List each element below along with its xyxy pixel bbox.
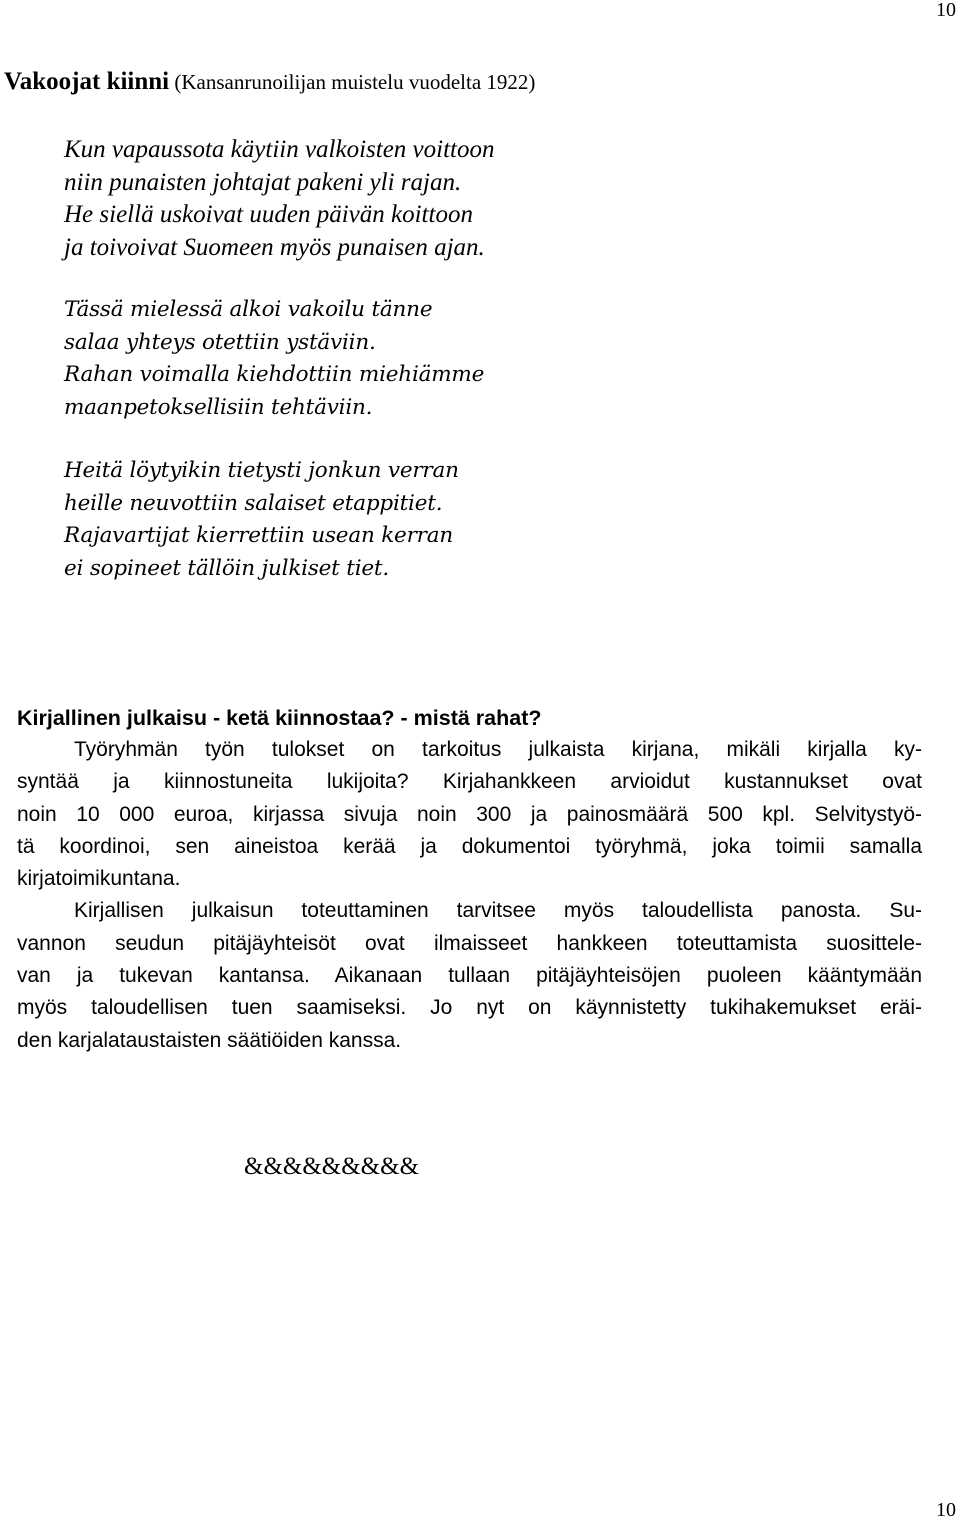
article-section — [17, 702, 922, 1057]
poem-title: Vakoojat kiinni — [4, 68, 170, 95]
article-line: van ja tukevan kantansa. Aikanaan tullaan pitäjäyhteisöjen puoleen kääntymään — [17, 964, 922, 988]
poem-line: ei sopineet tällöin julkiset tiet. — [64, 555, 389, 581]
poem-line: Heitä löytyikin tietysti jonkun verran — [64, 458, 459, 483]
poem-subtitle: (Kansanrunoilijan muistelu vuodelta 1922) — [169, 70, 536, 94]
poem-stanza-2 — [64, 294, 484, 424]
poem-line: heille neuvottiin salaiset etappitiet. — [64, 490, 443, 516]
page-number-top: 10 — [936, 0, 956, 21]
article-title: Kirjallinen julkaisu - ketä kiinnostaa? - mistä rahat? — [17, 706, 542, 730]
poem-line: niin punaisten johtajat pakeni yli rajan. — [64, 168, 462, 196]
article-line: Kirjallisen julkaisun toteuttaminen tarvitsee myös taloudellista panosta. Su- — [74, 899, 922, 923]
page-number-bottom: 10 — [936, 1499, 956, 1521]
article-line: tä koordinoi, sen aineistoa kerää ja dokumentoi työryhmä, joka toimii samalla — [17, 834, 922, 858]
article-line: myös taloudellisen tuen saamiseksi. Jo nyt on käynnistetty tukihakemukset eräi- — [17, 996, 922, 1020]
poem-line: Rahan voimalla kiehdottiin miehiämme — [64, 362, 485, 387]
article-line: vannon seudun pitäjäyhteisöt ovat ilmaisseet hankkeen toteuttamista suosittele- — [17, 931, 922, 955]
poem-line: Rajavartijat kierrettiin usean kerran — [64, 523, 453, 548]
article-line: noin 10 000 euroa, kirjassa sivuja noin 300 ja painosmäärä 500 kpl. Selvitystyö- — [17, 802, 922, 826]
poem-line: salaa yhteys otettiin ystäviin. — [64, 329, 376, 355]
poem-line: Tässä mielessä alkoi vakoilu tänne — [64, 297, 433, 322]
poem-line: Kun vapaussota käytiin valkoisten voittoon — [64, 136, 495, 163]
section-separator: &&&&&&&&& — [244, 1153, 420, 1180]
poem-heading — [4, 68, 535, 96]
poem-stanza-3 — [64, 455, 459, 585]
article-line: syntää ja kiinnostuneita lukijoita? Kirjahankkeen arvioidut kustannukset ovat — [17, 770, 922, 794]
poem-stanza-1 — [64, 134, 495, 264]
poem-line: maanpetoksellisiin tehtäviin. — [64, 394, 373, 420]
article-line: den karjalataustaisten säätiöiden kanssa. — [17, 1028, 402, 1052]
article-line: kirjatoimikuntana. — [17, 867, 181, 891]
poem-line: He siellä uskoivat uuden päivän koittoon — [64, 201, 473, 228]
poem-line: ja toivoivat Suomeen myös punaisen ajan. — [64, 233, 485, 261]
article-line: Työryhmän työn tulokset on tarkoitus julkaista kirjana, mikäli kirjalla ky- — [74, 738, 922, 761]
